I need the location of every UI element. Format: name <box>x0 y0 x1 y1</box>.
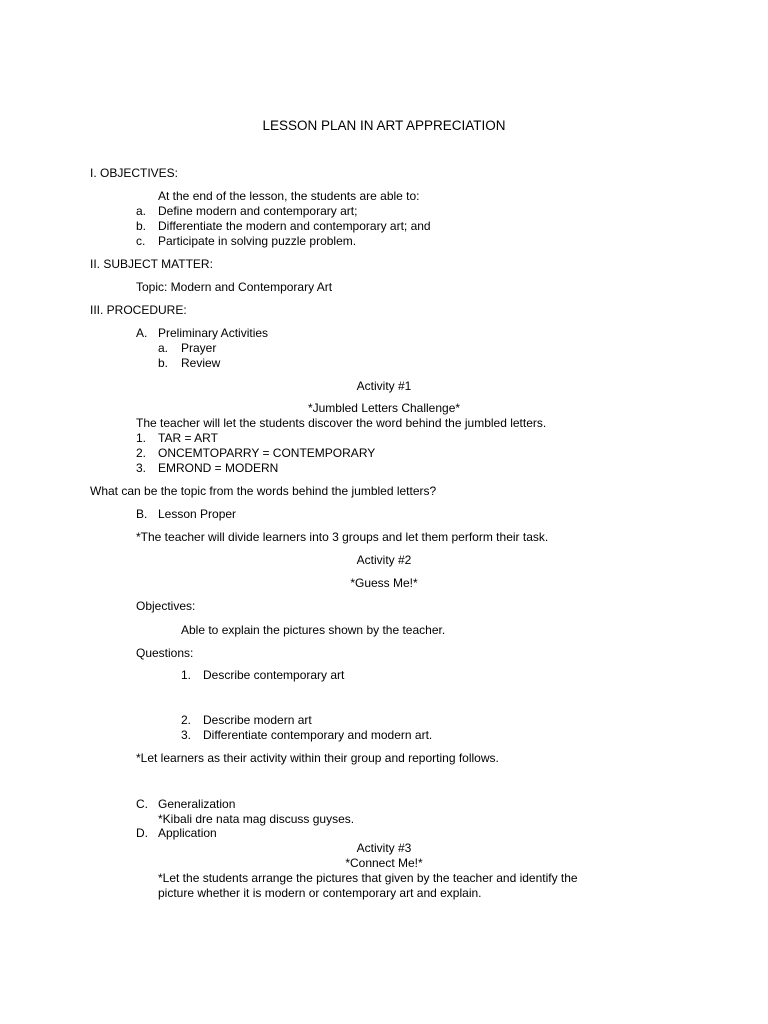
list-item-marker: b. <box>136 219 147 233</box>
activity2-note: *Let learners as their activity within their group and reporting follows. <box>136 751 499 765</box>
list-item: TAR = ART <box>158 431 218 445</box>
activity3-instruction-line2: picture whether it is modern or contemporary art and explain. <box>158 886 482 900</box>
list-item: Describe contemporary art <box>203 668 345 682</box>
section-marker: C. <box>136 797 148 811</box>
activity2-title: Activity #2 <box>356 553 412 567</box>
section-marker: B. <box>136 507 148 521</box>
list-item-marker: 2. <box>181 713 192 727</box>
list-item-marker: b. <box>158 356 169 370</box>
section-marker: D. <box>136 826 148 840</box>
lesson-proper-note: *The teacher will divide learners into 3 groups and let them perform their task. <box>136 530 549 544</box>
list-item: Review <box>181 356 221 370</box>
list-item: Differentiate contemporary and modern art. <box>203 728 433 742</box>
activity1-question: What can be the topic from the words behind the jumbled letters? <box>90 484 437 498</box>
activity1-instruction: The teacher will let the students discover the word behind the jumbled letters. <box>136 416 547 430</box>
objectives-intro: At the end of the lesson, the students are able to: <box>158 189 420 203</box>
page-title: LESSON PLAN IN ART APPRECIATION <box>262 118 506 133</box>
list-item: Describe modern art <box>203 713 312 727</box>
section-marker: A. <box>136 326 148 340</box>
list-item: ONCEMTOPARRY = CONTEMPORARY <box>158 446 376 460</box>
activity3-title: Activity #3 <box>356 841 412 855</box>
list-item-marker: 3. <box>181 728 192 742</box>
activity1-name: *Jumbled Letters Challenge* <box>307 401 461 415</box>
list-item: Define modern and contemporary art; <box>158 204 358 218</box>
activity2-objective: Able to explain the pictures shown by the teacher. <box>181 623 446 637</box>
list-item-marker: 1. <box>136 431 147 445</box>
list-item: Differentiate the modern and contemporary art; and <box>158 219 431 233</box>
application-label: Application <box>158 826 217 840</box>
activity2-questions-label: Questions: <box>136 646 194 660</box>
list-item: EMROND = MODERN <box>158 461 279 475</box>
generalization-note: *Kibali dre nata mag discuss guyses. <box>158 812 355 826</box>
list-item-marker: 3. <box>136 461 147 475</box>
list-item: Prayer <box>181 341 217 355</box>
list-item-marker: a. <box>136 204 147 218</box>
lesson-proper-label: Lesson Proper <box>158 507 237 521</box>
activity3-name: *Connect Me!* <box>345 856 423 870</box>
list-item-marker: c. <box>136 234 146 248</box>
list-item-marker: 2. <box>136 446 147 460</box>
list-item: Participate in solving puzzle problem. <box>158 234 357 248</box>
activity2-name: *Guess Me!* <box>350 576 418 590</box>
activity1-title: Activity #1 <box>356 379 412 393</box>
generalization-label: Generalization <box>158 797 236 811</box>
preliminary-activities-label: Preliminary Activities <box>158 326 269 340</box>
procedure-heading: III. PROCEDURE: <box>90 303 187 317</box>
list-item-marker: 1. <box>181 668 192 682</box>
list-item-marker: a. <box>158 341 169 355</box>
subject-topic: Topic: Modern and Contemporary Art <box>136 280 333 294</box>
subject-matter-heading: II. SUBJECT MATTER: <box>90 257 213 271</box>
objectives-heading: I. OBJECTIVES: <box>90 166 179 180</box>
activity2-objectives-label: Objectives: <box>136 599 196 613</box>
activity3-instruction-line1: *Let the students arrange the pictures that given by the teacher and identify the <box>158 871 578 885</box>
